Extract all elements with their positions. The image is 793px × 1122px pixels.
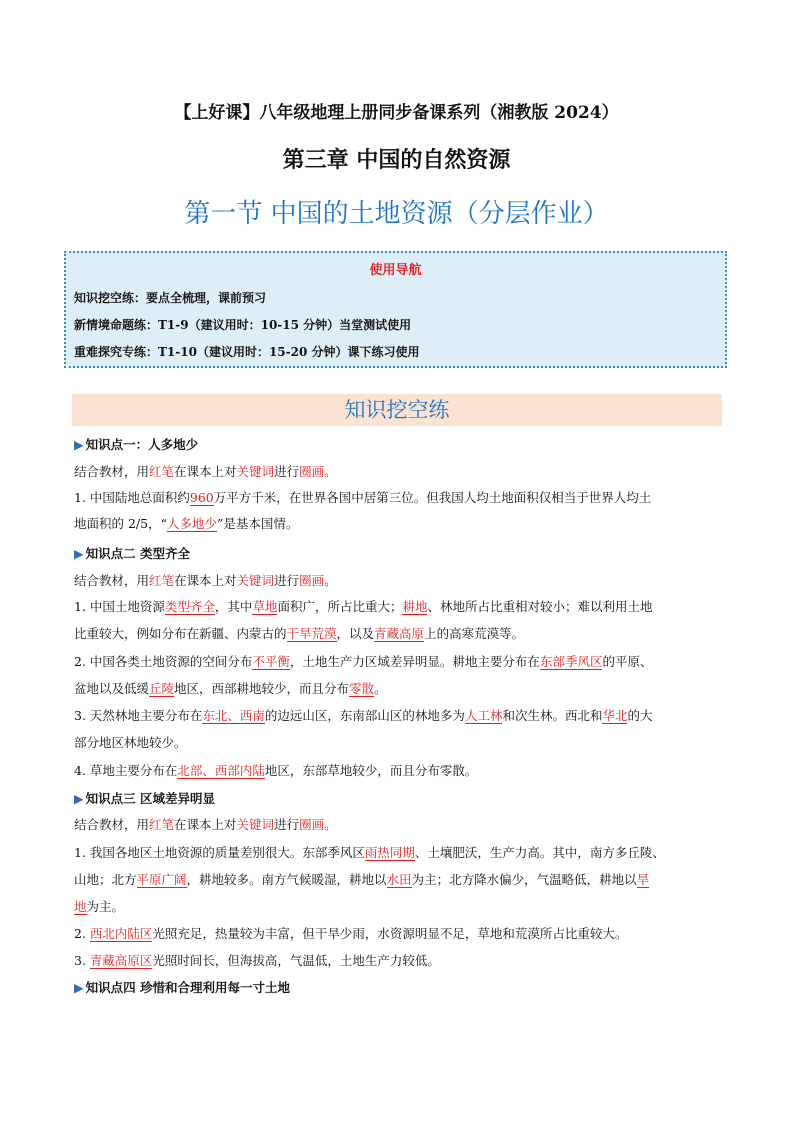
kp2-paragraph-2: 2. 中国各类土地资源的空间分布不平衡，土地生产力区域差异明显。耕地主要分布在东部季风区的平原、 (74, 654, 653, 669)
kp2-paragraph-3-cont: 部分地区林地较少。 (74, 735, 187, 750)
triangle-icon: ▶ (74, 980, 84, 995)
chapter-title: 第三章 中国的自然资源 (282, 148, 511, 173)
kp2-heading: ▶ 知识点二 类型齐全 (74, 546, 190, 561)
kp3-paragraph-1: 1. 我国各地区土地资源的质量差别很大。东部季风区雨热同期、土壤肥沃，生产力高。其中，南方多丘陵、 (74, 845, 665, 860)
kp3-paragraph-1-end: 地为主。 (74, 899, 125, 914)
triangle-icon: ▶ (74, 437, 84, 452)
instruction-line: 结合教材，用红笔在课本上对关键词进行圈画。 (74, 464, 337, 479)
kp3-paragraph-3: 3. 青藏高原区光照时间长，但海拔高，气温低，土地生产力较低。 (74, 953, 440, 968)
instruction-line: 结合教材，用红笔在课本上对关键词进行圈画。 (74, 817, 337, 832)
guide-line-1: 知识挖空练：要点全梳理，课前预习 (74, 291, 267, 305)
instruction-line: 结合教材，用红笔在课本上对关键词进行圈画。 (74, 573, 337, 588)
guide-line-3: 重难探究专练：T1-10（建议用时：15-20 分钟）课下练习使用 (74, 345, 420, 359)
kp4-heading: ▶ 知识点四 珍惜和合理利用每一寸土地 (74, 980, 290, 995)
banner-title: 知识挖空练 (344, 398, 450, 422)
kp1-paragraph-1: 1. 中国陆地总面积约960万平方千米，在世界各国中居第三位。但我国人均土地面积仅相当于世界人均土 (74, 490, 652, 505)
triangle-icon: ▶ (74, 546, 84, 561)
kp2-paragraph-1: 1. 中国土地资源类型齐全，其中草地面积广，所占比重大；耕地、林地所占比重相对较小；难以利用土地 (74, 599, 653, 614)
kp3-paragraph-1-cont: 山地；北方平原广阔，耕地较多。南方气候暖湿，耕地以水田为主；北方降水偏少，气温略低，耕地以旱 (74, 872, 650, 887)
kp2-paragraph-2-cont: 盆地以及低缓丘陵地区，西部耕地较少，而且分布零散。 (74, 681, 387, 696)
guide-title: 使用导航 (369, 263, 422, 278)
series-title: 【上好课】八年级地理上册同步备课系列（湘教版 2024） (174, 103, 619, 123)
kp3-heading: ▶ 知识点三 区域差异明显 (74, 791, 215, 806)
knowledge-banner (72, 394, 722, 426)
kp2-paragraph-4: 4. 草地主要分布在北部、西部内陆地区，东部草地较少，而且分布零散。 (74, 763, 478, 778)
kp1-paragraph-1-cont: 地面积的 2/5，“人多地少”是基本国情。 (74, 516, 299, 531)
section-title: 第一节 中国的土地资源（分层作业） (184, 199, 609, 229)
guide-line-2: 新情境命题练：T1-9（建议用时：10-15 分钟）当堂测试使用 (74, 318, 412, 332)
usage-guide-box (64, 251, 727, 368)
kp3-paragraph-2: 2. 西北内陆区光照充足，热量较为丰富，但干旱少雨，水资源明显不足，草地和荒漠所占比重较大。 (74, 926, 628, 941)
kp2-paragraph-1-cont: 比重较大，例如分布在新疆、内蒙古的干旱荒漠，以及青藏高原上的高寒荒漠等。 (74, 626, 525, 641)
kp2-paragraph-3: 3. 天然林地主要分布在东北、西南的边远山区，东南部山区的林地多为人工林和次生林。西北和华北的大 (74, 708, 653, 723)
triangle-icon: ▶ (74, 791, 84, 806)
kp1-heading: ▶ 知识点一：人多地少 (74, 437, 199, 452)
